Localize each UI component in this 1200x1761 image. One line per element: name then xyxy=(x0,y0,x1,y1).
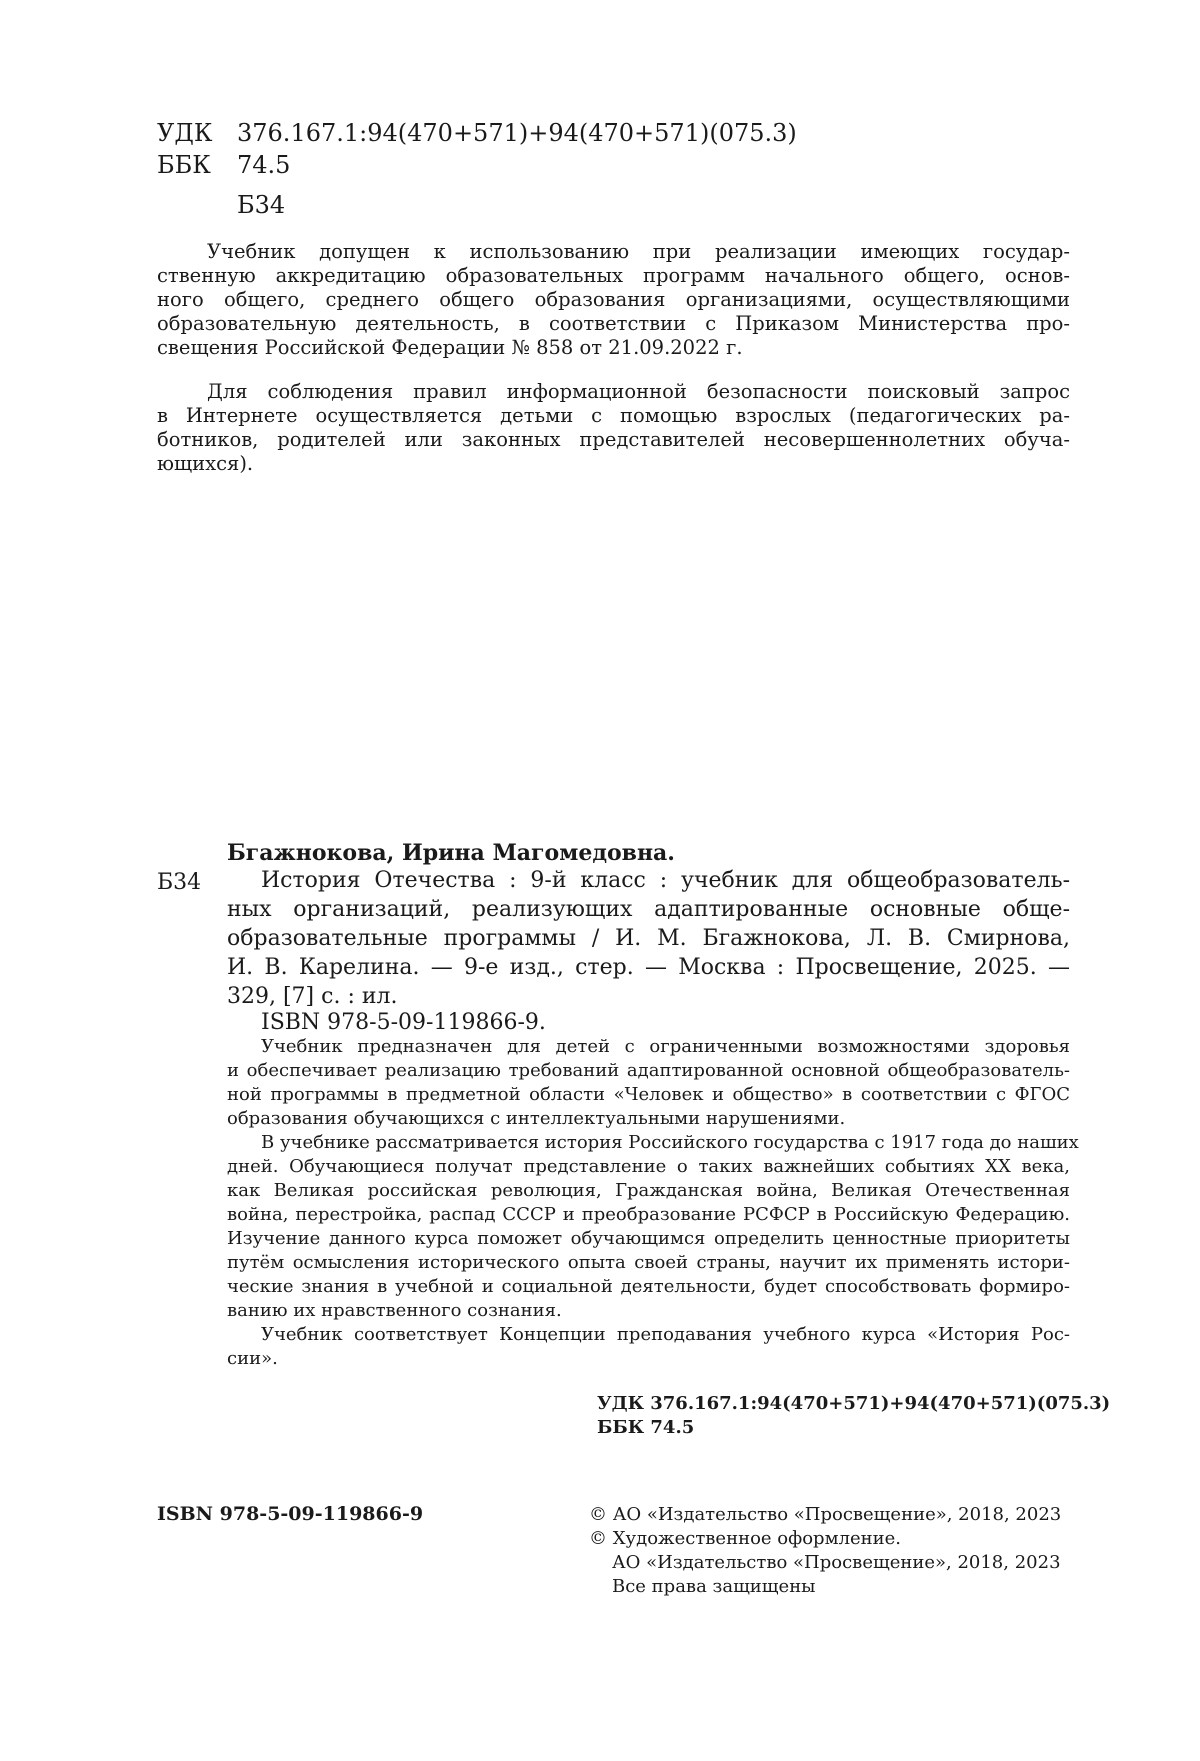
annotation-line: образования обучающихся с интеллектуальными нарушениями. xyxy=(227,1108,846,1129)
udk-value: 376.167.1:94(470+571)+94(470+571)(075.3) xyxy=(237,119,797,147)
annotation-line: как Великая российская революция, Гражданская война, Великая Отечественная xyxy=(227,1180,1070,1201)
card-description-line: История Отечества : 9-й класс : учебник для общеобразователь- xyxy=(261,868,1070,893)
annotation-line: сии». xyxy=(227,1348,278,1369)
annotation-line: война, перестройка, распад СССР и преобразование РСФСР в Российскую Федерацию. xyxy=(227,1204,1070,1225)
annotation-line: и обеспечивает реализацию требований адаптированной основной общеобразователь- xyxy=(227,1060,1070,1081)
card-sign: Б34 xyxy=(157,870,202,895)
approval-line: образовательную деятельность, в соответствии с Приказом Министерства про- xyxy=(157,312,1070,335)
udk-label: УДК xyxy=(157,119,213,147)
card-description-line: И. В. Карелина. — 9-е изд., стер. — Москва : Просвещение, 2025. — xyxy=(227,955,1070,980)
approval-line: ственную аккредитацию образовательных программ начального общего, основ- xyxy=(157,264,1070,287)
annotation-line: ческие знания в учебной и социальной деятельности, будет способствовать формиро- xyxy=(227,1276,1070,1297)
annotation-line: ной программы в предметной области «Человек и общество» в соответствии с ФГОС xyxy=(227,1084,1070,1105)
annotation-line: ванию их нравственного сознания. xyxy=(227,1300,562,1321)
approval-paragraph xyxy=(157,240,1070,360)
card-description-line: ных организаций, реализующих адаптированные основные обще- xyxy=(227,897,1070,922)
annotation-line: путём осмысления исторического опыта своей страны, научит их применять истори- xyxy=(227,1252,1070,1273)
copyright-line: АО «Издательство «Просвещение», 2018, 2023 xyxy=(612,1552,1061,1573)
card-description-line: 329, [7] с. : ил. xyxy=(227,984,398,1009)
annotation-line: Учебник предназначен для детей с ограниченными возможностями здоровья xyxy=(261,1036,1070,1057)
annotation-line: Изучение данного курса поможет обучающимся определить ценностные приоритеты xyxy=(227,1228,1070,1249)
annotation-line: дней. Обучающиеся получат представление о таких важнейших событиях XX века, xyxy=(227,1156,1070,1177)
copyright-line: Все права защищены xyxy=(612,1576,816,1597)
footer-isbn: ISBN 978-5-09-119866-9 xyxy=(157,1503,424,1525)
annotation-line: В учебнике рассматривается история Российского государства с 1917 года до наших xyxy=(261,1132,1079,1153)
approval-line: ного общего, среднего общего образования организациями, осуществляющими xyxy=(157,288,1070,311)
bbk-label: ББК xyxy=(157,151,211,179)
author-sign: Б34 xyxy=(237,191,286,219)
safety-paragraph xyxy=(157,380,1070,476)
approval-line: свещения Российской Федерации № 858 от 21.09.2022 г. xyxy=(157,336,743,359)
card-author-heading: Бгажнокова, Ирина Магомедовна. xyxy=(227,840,675,866)
card-udk-line: УДК 376.167.1:94(470+571)+94(470+571)(075.3) xyxy=(597,1393,1111,1414)
safety-line: в Интернете осуществляется детьми с помощью взрослых (педагогических ра- xyxy=(157,404,1070,427)
safety-line: ботников, родителей или законных представителей несовершеннолетних обуча- xyxy=(157,428,1070,451)
bbk-row xyxy=(157,150,290,180)
card-isbn: ISBN 978-5-09-119866-9. xyxy=(261,1010,546,1035)
annotation-paragraph-1 xyxy=(227,1035,1070,1131)
annotation-line: Учебник соответствует Концепции преподавания учебного курса «История Рос- xyxy=(261,1324,1070,1345)
udk-row xyxy=(157,118,797,148)
card-bbk-line: ББК 74.5 xyxy=(597,1417,695,1438)
card-description xyxy=(227,866,1070,1011)
safety-line: ющихся). xyxy=(157,452,254,475)
approval-line: Учебник допущен к использованию при реализации имеющих государ- xyxy=(207,240,1070,263)
card-description-line: образовательные программы / И. М. Бгажнокова, Л. В. Смирнова, xyxy=(227,926,1070,951)
copyright-line: © АО «Издательство «Просвещение», 2018, 2023 xyxy=(589,1504,1062,1525)
safety-line: Для соблюдения правил информационной безопасности поисковый запрос xyxy=(207,380,1070,403)
annotation-paragraph-2 xyxy=(227,1131,1079,1323)
copyright-line: © Художественное оформление. xyxy=(589,1528,902,1549)
annotation-paragraph-3 xyxy=(227,1323,1070,1371)
bbk-value: 74.5 xyxy=(237,151,291,179)
